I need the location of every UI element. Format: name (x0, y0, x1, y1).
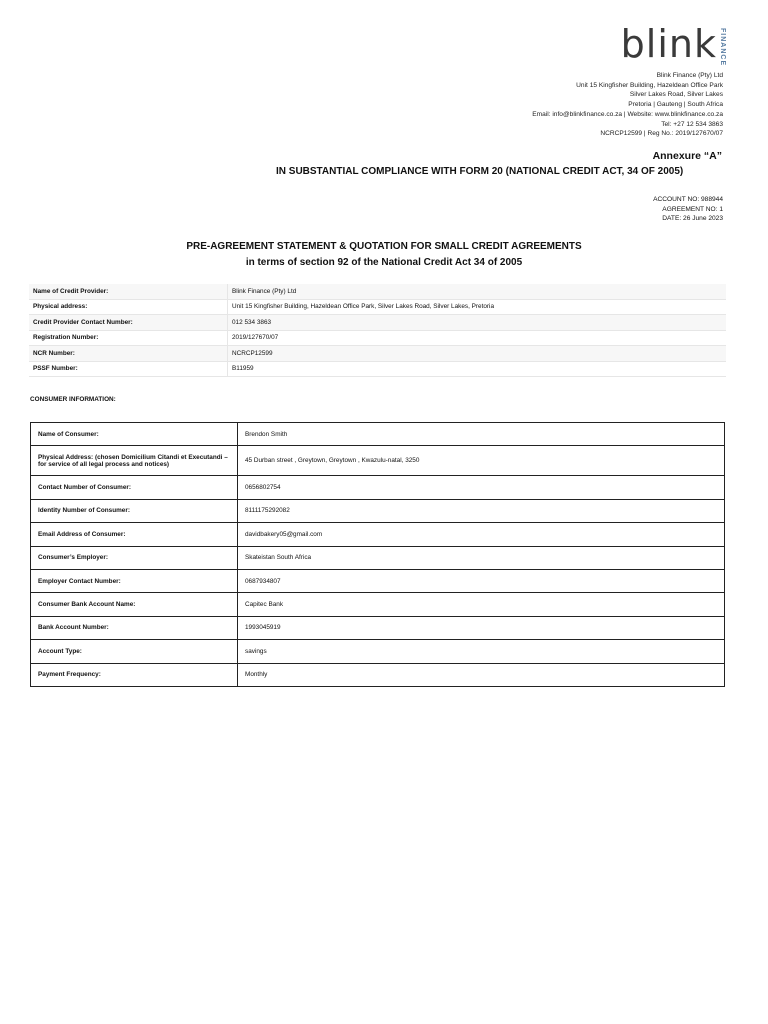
row-value: Blink Finance (Pty) Ltd (228, 284, 727, 299)
company-address-block (532, 71, 723, 139)
table-row (31, 499, 725, 522)
table-row (29, 330, 726, 346)
table-row (31, 476, 725, 499)
row-label: Physical address: (29, 299, 228, 315)
row-value: savings (238, 640, 725, 663)
address-line-1: Unit 15 Kingfisher Building, Hazeldean Office Park (576, 81, 723, 89)
agreement-date: DATE: 26 June 2023 (662, 215, 723, 223)
table-row (29, 299, 726, 315)
row-value: NCRCP12599 (228, 346, 727, 362)
statement-subtitle: in terms of section 92 of the National Credit Act 34 of 2005 (245, 257, 523, 268)
table-row (31, 593, 725, 616)
row-value: 1993045919 (238, 616, 725, 639)
statement-title: PRE-AGREEMENT STATEMENT & QUOTATION FOR SMALL CREDIT AGREEMENTS (186, 241, 582, 252)
row-value: 0687934807 (238, 569, 725, 592)
company-logo (620, 22, 726, 67)
row-label: Consumer Bank Account Name: (31, 593, 238, 616)
table-row (31, 546, 725, 569)
table-row (29, 346, 726, 362)
row-label: Bank Account Number: (31, 616, 238, 639)
row-value: Brendon Smith (238, 423, 725, 446)
table-row (31, 569, 725, 592)
row-value: 8111175292082 (238, 499, 725, 522)
company-name-line: Blink Finance (Pty) Ltd (656, 72, 723, 79)
table-row (29, 361, 726, 377)
row-label: NCR Number: (29, 346, 228, 362)
consumer-information-table (30, 422, 725, 687)
logo-subtitle: FINANCE (719, 28, 726, 67)
statement-heading (0, 239, 768, 271)
telephone-line: Tel: +27 12 534 3863 (661, 120, 723, 128)
row-value: 0656802754 (238, 476, 725, 499)
account-number: ACCOUNT NO: 988944 (653, 196, 723, 203)
row-label: Identity Number of Consumer: (31, 499, 238, 522)
table-row (29, 315, 726, 331)
row-value: Capitec Bank (238, 593, 725, 616)
email-website-line: Email: info@blinkfinance.co.za | Website: www.blinkfinance.co.za (532, 110, 723, 118)
row-label: PSSF Number: (29, 361, 228, 377)
registration-line: NCRCP12599 | Reg No.: 2019/127670/07 (600, 130, 723, 138)
row-label: Employer Contact Number: (31, 569, 238, 592)
row-value: 012 534 3863 (228, 315, 727, 331)
row-value: Unit 15 Kingfisher Building, Hazeldean Office Park, Silver Lakes Road, Silver Lakes, Pretoria (228, 299, 727, 315)
row-value: 45 Durban street , Greytown, Greytown , Kwazulu-natal, 3250 (238, 446, 725, 476)
table-row (31, 663, 725, 686)
row-label: Name of Consumer: (31, 423, 238, 446)
credit-provider-table (29, 284, 726, 377)
address-line-2: Silver Lakes Road, Silver Lakes (629, 91, 723, 99)
row-value: davidbakery05@gmail.com (238, 523, 725, 546)
row-label: Name of Credit Provider: (29, 284, 228, 299)
row-label: Email Address of Consumer: (31, 523, 238, 546)
row-value: Skateistan South Africa (238, 546, 725, 569)
row-label: Physical Address: (chosen Domicilium Citandi et Executandi – for service of all legal process and notices) (31, 446, 238, 476)
logo-wordmark: blink (620, 22, 717, 66)
row-label: Registration Number: (29, 330, 228, 346)
table-row (31, 423, 725, 446)
row-label: Payment Frequency: (31, 663, 238, 686)
row-value: 2019/127670/07 (228, 330, 727, 346)
row-value: B11959 (228, 361, 727, 377)
table-row (31, 640, 725, 663)
row-label: Consumer’s Employer: (31, 546, 238, 569)
row-label: Credit Provider Contact Number: (29, 315, 228, 331)
table-row (31, 523, 725, 546)
table-row (29, 284, 726, 299)
table-row (31, 616, 725, 639)
consumer-section-label: CONSUMER INFORMATION: (30, 396, 116, 403)
agreement-meta (653, 195, 723, 224)
table-row (31, 446, 725, 476)
row-label: Account Type: (31, 640, 238, 663)
compliance-heading: IN SUBSTANTIAL COMPLIANCE WITH FORM 20 (NATIONAL CREDIT ACT, 34 OF 2005) (276, 166, 684, 177)
address-line-3: Pretoria | Gauteng | South Africa (628, 101, 723, 109)
row-value: Monthly (238, 663, 725, 686)
row-label: Contact Number of Consumer: (31, 476, 238, 499)
annexure-title: Annexure “A” (652, 150, 722, 162)
agreement-number: AGREEMENT NO: 1 (662, 205, 723, 213)
